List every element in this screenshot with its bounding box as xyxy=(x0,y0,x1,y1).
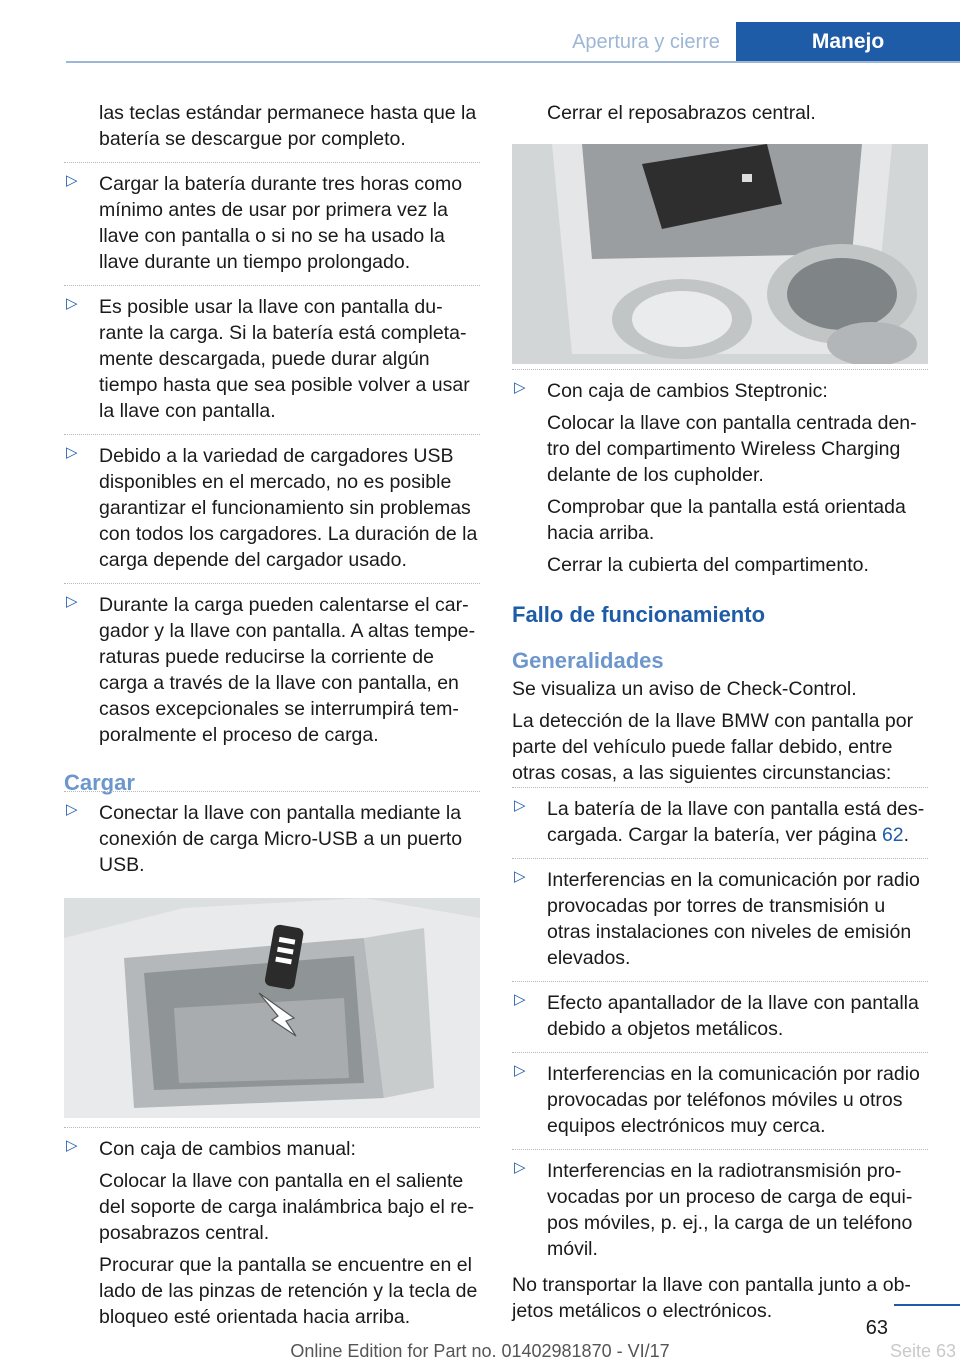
section-tab: Apertura y cierre xyxy=(572,30,720,53)
armrest-charging-image xyxy=(64,898,480,1118)
list-item: ▷ Cargar la batería durante tres horas como mínimo antes de usar por primera vez la llave con pantalla o si no se ha usado la llave durante un tiempo prolongado. xyxy=(64,171,480,275)
gen-text-2: La detección de la llave BMW con pantalla por parte del vehículo puede fallar debido, entre otras cosas, a las siguientes circunstancias: xyxy=(512,710,914,784)
header-tabs xyxy=(556,22,960,62)
watermark: Seite 63 xyxy=(889,1341,956,1361)
list-item: ▷ Interferencias en la comunicación por radio provocadas por teléfonos móviles u otros equipos electrónicos muy cerca. xyxy=(512,1061,928,1139)
list-item: ▷ Con caja de cambios Steptronic: Colocar la llave con pantalla centrada den‐tro del compartimento Wireless Charging delante de los cupholder. Comprobar que la pantalla está orientada hacia arriba. Cerrar la cubierta del compartimento. xyxy=(512,378,928,578)
header-rule xyxy=(66,61,960,63)
bullet-icon: ▷ xyxy=(514,797,526,814)
list-item: ▷ Efecto apantallador de la llave con pantalla debido a objetos metálicos. xyxy=(512,990,928,1042)
bullet-icon: ▷ xyxy=(66,593,78,610)
list-item: ▷ Debido a la variedad de cargadores USB disponibles en el mercado, no es posible garantizar el funcionamiento sin problemas con todos los cargadores. La duración de la carga depende del cargador usado. xyxy=(64,443,480,573)
bullet-icon: ▷ xyxy=(514,1159,526,1176)
bullet-icon: ▷ xyxy=(66,295,78,312)
bullet-icon: ▷ xyxy=(514,1062,526,1079)
bullet-icon: ▷ xyxy=(514,868,526,885)
closing-text: No transportar la llave con pantalla junto a ob‐jetos metálicos o electrónicos. xyxy=(512,1274,911,1322)
list-item: ▷ Interferencias en la radiotransmisión pro‐vocadas por un proceso de carga de equi‐pos móviles, p. ej., la carga de un teléfono móvil. xyxy=(512,1158,928,1262)
chapter-tab: Manejo xyxy=(736,22,960,62)
list-item: ▷ Es posible usar la llave con pantalla du‐rante la carga. Si la batería está completa‐mente descargada, puede durar algún tiempo hasta que sea posible volver a usar la llave con pantalla. xyxy=(64,294,480,424)
page-number: 63 xyxy=(865,1317,888,1339)
page-link[interactable]: 62 xyxy=(881,824,904,846)
list-item: ▷ Conectar la llave con pantalla mediante la conexión de carga Micro-USB a un puerto USB. xyxy=(64,800,480,878)
edition-footer: Online Edition for Part no. 01402981870 - VI/17 xyxy=(290,1341,670,1361)
close-armrest-text: Cerrar el reposabrazos central. xyxy=(547,102,816,124)
right-column xyxy=(512,100,928,1324)
generalidades-heading: Generalidades xyxy=(512,648,664,673)
fallo-heading: Fallo de funcionamiento xyxy=(512,602,766,627)
bullet-icon: ▷ xyxy=(514,991,526,1008)
intro-text: las teclas estándar permanece hasta que la batería se descargue por completo. xyxy=(99,102,477,150)
list-item: ▷ Interferencias en la comunicación por radio provocadas por torres de transmisión u otras instalaciones con niveles de emisión elevados. xyxy=(512,867,928,971)
gen-text-1: Se visualiza un aviso de Check-Control. xyxy=(512,678,857,700)
left-column xyxy=(64,100,480,1330)
footer-rule xyxy=(894,1304,960,1306)
bullet-icon: ▷ xyxy=(66,801,78,818)
bullet-icon: ▷ xyxy=(514,379,526,396)
list-item: ▷ Con caja de cambios manual: Colocar la llave con pantalla en el saliente del soporte de carga inalámbrica bajo el re‐posabrazos central. Procurar que la pantalla se encuentre en el lado de las pinzas de retención y la tecla de bloqueo esté orientada hacia arriba. xyxy=(64,1136,480,1330)
cupholder-illustration xyxy=(512,144,928,364)
list-item: ▷ La batería de la llave con pantalla está des‐cargada. Cargar la batería, ver página 62. xyxy=(512,796,928,848)
bullet-icon: ▷ xyxy=(66,172,78,189)
bullet-icon: ▷ xyxy=(66,444,78,461)
bullet-icon: ▷ xyxy=(66,1137,78,1154)
cargar-heading: Cargar xyxy=(64,770,135,795)
armrest-illustration xyxy=(64,898,480,1118)
cupholder-charging-image xyxy=(512,144,928,364)
list-item: ▷ Durante la carga pueden calentarse el car‐gador y la llave con pantalla. A altas tempe‐raturas puede reducirse la corriente de carga a través de la llave con pantalla, en casos excepcionales se interrumpirá tem‐poralmente el proceso de carga. xyxy=(64,592,480,748)
